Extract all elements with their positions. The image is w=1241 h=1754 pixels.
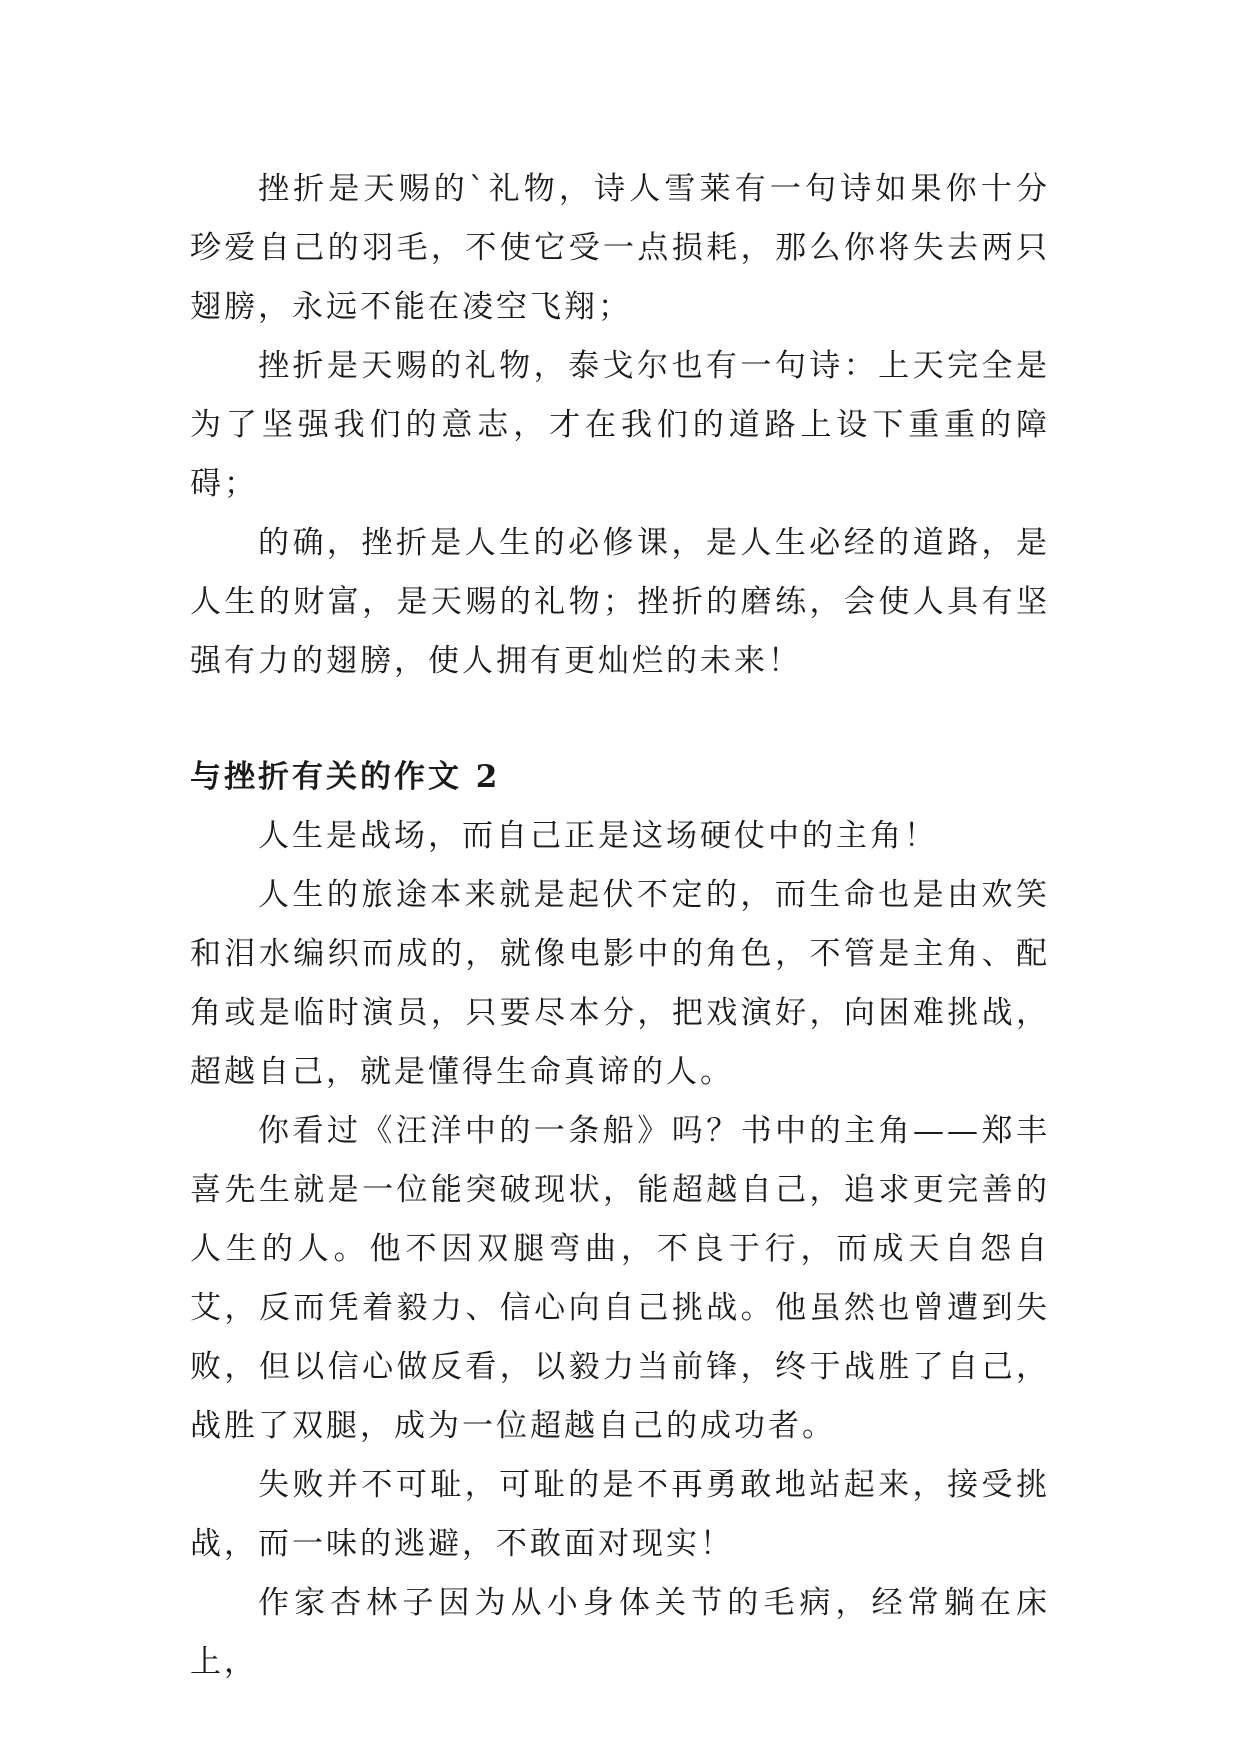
paragraph: 的确，挫折是人生的必修课，是人生必经的道路，是人生的财富，是天赐的礼物；挫折的磨练，会使人具有坚强有力的翅膀，使人拥有更灿烂的未来！: [190, 525, 1050, 679]
section-title: 与挫折有关的作文 2: [190, 759, 501, 795]
document-page: [190, 160, 1050, 1692]
paragraph: 人生的旅途本来就是起伏不定的，而生命也是由欢笑和泪水编织而成的，就像电影中的角色，不管是主角、配角或是临时演员，只要尽本分，把戏演好，向困难挑战，超越自己，就是懂得生命真谛的人。: [190, 877, 1050, 1090]
paragraph: 作家杏林子因为从小身体关节的毛病，经常躺在床上，: [190, 1585, 1050, 1680]
paragraph: 你看过《汪洋中的一条船》吗？书中的主角——郑丰喜先生就是一位能突破现状，能超越自己，追求更完善的人生的人。他不因双腿弯曲，不良于行，而成天自怨自艾，反而凭着毅力、信心向自己挑战。他虽然也曾遭到失败，但以信心做反看，以毅力当前锋，终于战胜了自己，战胜了双腿，成为一位超越自己的成功者。: [190, 1113, 1050, 1444]
paragraph: 挫折是天赐的`礼物，诗人雪莱有一句诗如果你十分珍爱自己的羽毛，不使它受一点损耗，那么你将失去两只翅膀，永远不能在凌空飞翔；: [190, 171, 1050, 325]
paragraph: 挫折是天赐的礼物，泰戈尔也有一句诗：上天完全是为了坚强我们的意志，才在我们的道路上设下重重的障碍；: [190, 348, 1050, 502]
paragraph: 失败并不可耻，可耻的是不再勇敢地站起来，接受挑战，而一味的逃避，不敢面对现实！: [190, 1467, 1050, 1562]
paragraph: 人生是战场，而自己正是这场硬仗中的主角！: [258, 818, 938, 854]
